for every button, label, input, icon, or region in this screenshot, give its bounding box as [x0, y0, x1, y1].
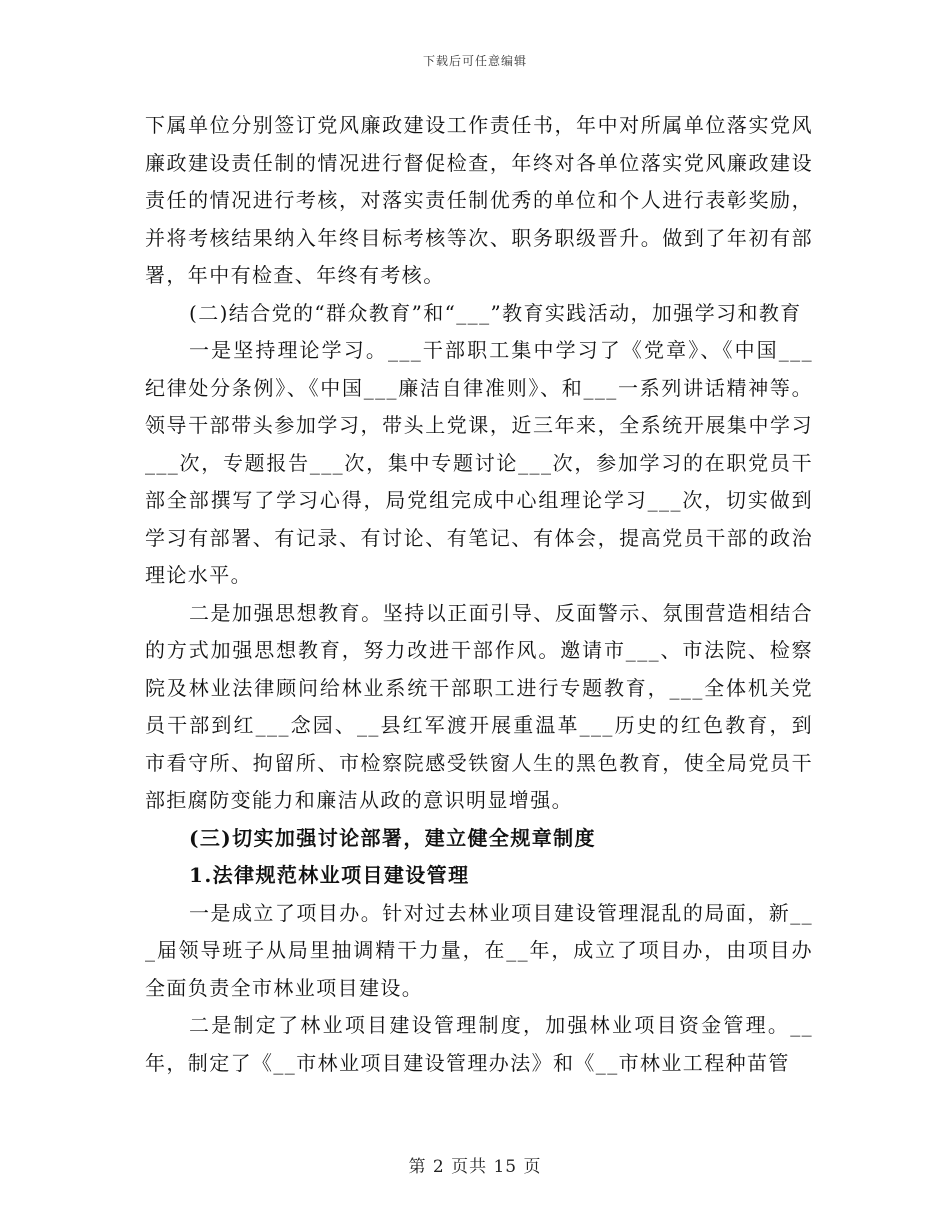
paragraph-theory-study: 一是坚持理论学习。___干部职工集中学习了《党章》、《中国___纪律处分条例》、《中国___廉洁自律准则》、和___一系列讲话精神等。领导干部带头参加学习，带头上党课，近三年来，全系统开展集中学习___次，专题报告___次，集中专题讨论___次，参加学习的在职党员干部全部撰写了学习心得，局党组完成中心组理论学习___次，切实做到学习有部署、有记录、有讨论、有笔记、有体会，提高党员干部的政治理论水平。 [145, 338, 813, 587]
paragraph-management-rules: 二是制定了林业项目建设管理制度，加强林业项目资金管理。__年，制定了《__市林业项目建设管理办法》和《__市林业工程种苗管 [145, 1013, 813, 1075]
subsection-heading-1: 1.法律规范林业项目建设管理 [189, 863, 470, 887]
section-heading-2: (二)结合党的“群众教育”和“___”教育实践活动，加强学习和教育 [189, 300, 802, 325]
paragraph-continuation: 下属单位分别签订党风廉政建设工作责任书，年中对所属单位落实党风廉政建设责任制的情况进行督促检查，年终对各单位落实党风廉政建设责任的情况进行考核，对落实责任制优秀的单位和个人进行表彰奖励，并将考核结果纳入年终目标考核等次、职务职级晋升。做到了年初有部署，年中有检查、年终有考核。 [145, 113, 813, 287]
document-body [145, 107, 813, 1082]
page-header: 下载后可任意编辑 [422, 54, 527, 68]
section-heading-3: (三)切实加强讨论部署，建立健全规章制度 [189, 825, 596, 850]
page-number: 第 2 页共 15 页 [408, 1157, 542, 1177]
paragraph-project-office: 一是成立了项目办。针对过去林业项目建设管理混乱的局面，新___届领导班子从局里抽调精干力量，在__年，成立了项目办，由项目办全面负责全市林业项目建设。 [145, 900, 813, 1000]
paragraph-ideology-education: 二是加强思想教育。坚持以正面引导、反面警示、氛围营造相结合的方式加强思想教育，努力改进干部作风。邀请市___、市法院、检察院及林业法律顾问给林业系统干部职工进行专题教育，___全体机关党员干部到红___念园、__县红军渡开展重温革___历史的红色教育，到市看守所、拘留所、市检察院感受铁窗人生的黑色教育，使全局党员干部拒腐防变能力和廉洁从政的意识明显增强。 [145, 600, 813, 812]
